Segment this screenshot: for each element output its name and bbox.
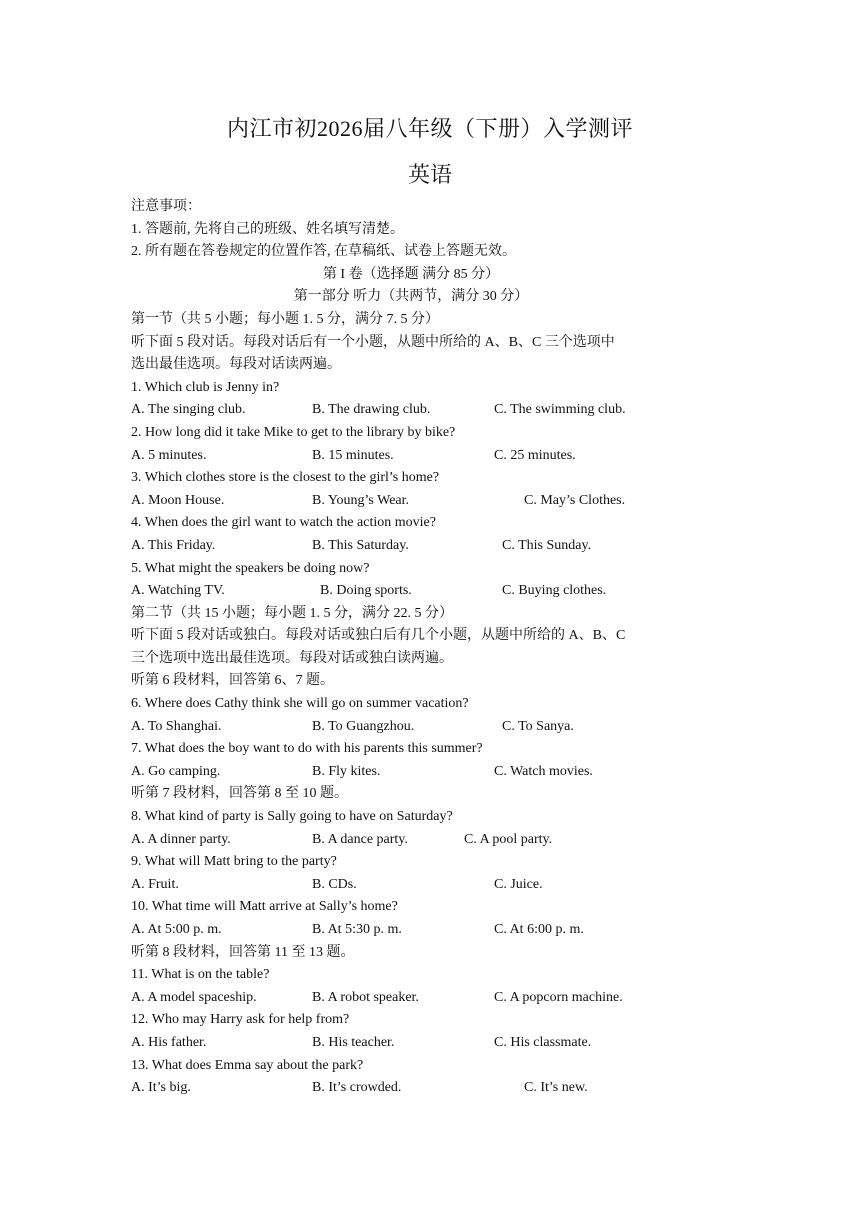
question-text: 7. What does the boy want to do with his parents this summer? <box>131 741 483 757</box>
option-a: A. This Friday. <box>131 537 216 553</box>
question-options <box>131 1032 691 1055</box>
option-a: A. A dinner party. <box>131 831 231 847</box>
question-text: 11. What is on the table? <box>131 967 270 983</box>
option-b: B. It’s crowded. <box>312 1080 402 1096</box>
question-text: 1. Which club is Jenny in? <box>131 379 280 395</box>
option-a: A. It’s big. <box>131 1080 191 1096</box>
option-b: B. The drawing club. <box>312 402 431 418</box>
section2-instruction: 三个选项中选出最佳选项。每段对话或独白读两遍。 <box>131 650 453 666</box>
option-c: C. Watch movies. <box>494 763 593 779</box>
option-c: C. A popcorn machine. <box>494 989 623 1005</box>
question-options <box>131 535 691 558</box>
option-c: C. Juice. <box>494 876 543 892</box>
exam-content <box>131 196 691 1100</box>
question-options <box>131 399 691 422</box>
option-b: B. Fly kites. <box>312 763 381 779</box>
option-b: B. A robot speaker. <box>312 989 419 1005</box>
question-options <box>131 874 691 897</box>
option-a: A. To Shanghai. <box>131 718 222 734</box>
option-b: B. This Saturday. <box>312 537 409 553</box>
notice-item: 1. 答题前, 先将自己的班级、姓名填写清楚。 <box>131 221 404 237</box>
question-text: 10. What time will Matt arrive at Sally’s home? <box>131 899 398 915</box>
section2-instruction: 听下面 5 段对话或独白。每段对话或独白后有几个小题，从题中所给的 A、B、C <box>131 628 626 644</box>
option-c: C. This Sunday. <box>502 537 592 553</box>
option-b: B. His teacher. <box>312 1034 395 1050</box>
option-c: C. The swimming club. <box>494 402 626 418</box>
question-options <box>131 490 691 513</box>
question-text: 9. What will Matt bring to the party? <box>131 854 337 870</box>
question-options <box>131 919 691 942</box>
question-options <box>131 987 691 1010</box>
subject-title: 英语 <box>407 162 452 187</box>
option-a: A. Moon House. <box>131 492 225 508</box>
section1-instruction: 听下面 5 段对话。每段对话后有一个小题，从题中所给的 A、B、C 三个选项中 <box>131 334 615 350</box>
page-title: 内江市初2026届八年级（下册）入学测评 <box>226 116 633 141</box>
question-options <box>131 716 691 739</box>
option-b: B. CDs. <box>312 876 357 892</box>
question-text: 3. Which clothes store is the closest to the girl’s home? <box>131 470 440 486</box>
option-b: B. At 5:30 p. m. <box>312 922 402 937</box>
option-c: C. May’s Clothes. <box>524 492 626 508</box>
option-c: C. To Sanya. <box>502 718 574 734</box>
question-text: 4. When does the girl want to watch the action movie? <box>131 515 436 531</box>
option-a: A. Fruit. <box>131 876 179 892</box>
section2-heading: 第二节（共 15 小题；每小题 1. 5 分，满分 22. 5 分） <box>131 605 453 621</box>
question-text: 6. Where does Cathy think she will go on summer vacation? <box>131 696 469 712</box>
question-options <box>131 761 691 784</box>
option-b: B. Young’s Wear. <box>312 492 410 508</box>
option-c: C. 25 minutes. <box>494 447 576 463</box>
option-a: A. A model spaceship. <box>131 989 257 1005</box>
part-heading: 第一部分 听力（共两节，满分 30 分） <box>293 289 529 305</box>
question-options <box>131 1077 691 1100</box>
question-options <box>131 829 691 852</box>
question-text: 2. How long did it take Mike to get to the library by bike? <box>131 424 456 440</box>
material-heading: 听第 8 段材料，回答第 11 至 13 题。 <box>131 944 355 960</box>
notice-heading: 注意事项： <box>131 199 201 214</box>
option-a: A. At 5:00 p. m. <box>131 922 222 937</box>
volume-heading: 第 I 卷（选择题 满分 85 分） <box>322 266 500 282</box>
question-text: 12. Who may Harry ask for help from? <box>131 1012 350 1028</box>
option-b: B. 15 minutes. <box>312 447 394 463</box>
question-text: 13. What does Emma say about the park? <box>131 1057 364 1073</box>
option-b: B. A dance party. <box>312 831 408 847</box>
option-c: C. Buying clothes. <box>502 583 607 599</box>
section1-heading: 第一节（共 5 小题；每小题 1. 5 分，满分 7. 5 分） <box>131 311 439 327</box>
option-b: B. Doing sports. <box>320 583 412 599</box>
question-options <box>131 445 691 468</box>
option-a: A. 5 minutes. <box>131 447 207 463</box>
material-heading: 听第 7 段材料，回答第 8 至 10 题。 <box>131 786 348 802</box>
option-c: C. A pool party. <box>464 831 553 847</box>
option-b: B. To Guangzhou. <box>312 718 415 734</box>
question-text: 5. What might the speakers be doing now? <box>131 560 370 576</box>
material-heading: 听第 6 段材料，回答第 6、7 题。 <box>131 673 334 689</box>
notice-item: 2. 所有题在答卷规定的位置作答, 在草稿纸、试卷上答题无效。 <box>131 244 516 260</box>
question-options <box>131 580 691 603</box>
option-c: C. It’s new. <box>524 1080 588 1096</box>
question-text: 8. What kind of party is Sally going to have on Saturday? <box>131 809 453 825</box>
option-a: A. His father. <box>131 1034 207 1050</box>
option-a: A. The singing club. <box>131 402 246 418</box>
option-c: C. At 6:00 p. m. <box>494 922 584 937</box>
option-c: C. His classmate. <box>494 1034 592 1050</box>
option-a: A. Go camping. <box>131 763 221 779</box>
option-a: A. Watching TV. <box>131 583 225 599</box>
section1-instruction: 选出最佳选项。每段对话读两遍。 <box>131 357 341 373</box>
